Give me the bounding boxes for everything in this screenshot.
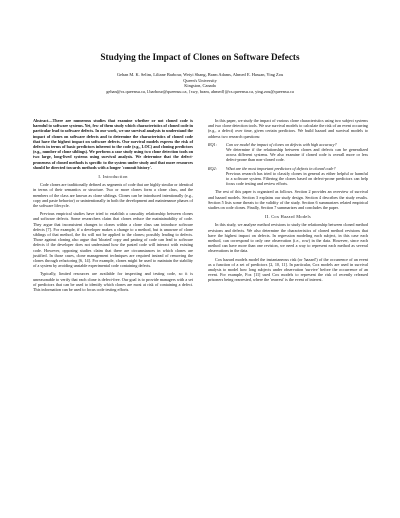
research-question-2: [208, 166, 368, 187]
intro-paragraph-3: Typically, limited resources are available for inspecting and testing code, so it is unreasonable to verify that each clone is defect-free. Our goal is to provide managers with a set of predictors that can be used to identify which clones are most at risk of containing a defect. This information can be used to focus code testing efforts.: [33, 271, 193, 293]
intro-paragraph-1: Code clones are traditionally defined as segments of code that are highly similar or identical in terms of their semantics or structure. Two or more clones form a clone class, and the members of the class are known as clone siblings. Clones can be introduced intentionally (e.g., copy and paste behavior) or unintentionally in both the development and maintenance phases of the software lifecycle.: [33, 182, 193, 209]
paper-outline-paragraph: The rest of this paper is organized as follows. Section 2 provides an overview of survival and hazard models. Section 3 explains our study design. Section 4 describes the study results. Section 5 lists some threats to the validity of the study. Section 6 summarizes related empirical studies on code clones. Finally, Section 7 summarizes and concludes the paper.: [208, 189, 368, 211]
author-location: Kingston, Canada: [184, 83, 216, 89]
author-emails: gehan@cs.queensu.ca, l.barbour@queensu.ca, {swy, bram, ahmed}@cs.queensu.ca, ying.zou@queensu.ca: [106, 88, 294, 94]
section-heading-introduction: I. Introduction: [98, 174, 128, 180]
rq1-question: Can we model the impact of clones on defects with high accuracy?: [226, 141, 337, 147]
intro-paragraph-4: In this paper, we study the impact of various clone characteristics using two subject systems and two clone detection tools. We use survival models to calculate the risk of an event occurring (e.g., a defect) over time, given certain predictors. We build hazard and survival models to address two research questions:: [208, 118, 368, 139]
right-column: [208, 118, 368, 286]
cox-paragraph-2: Cox hazard models model the instantaneous risk (or 'hazard') of the occurrence of an event as a function of a set of predictors [2, 10, 11]. In particular, Cox models are used in survival analysis to model how long subjects under observation 'survive' before the occurrence of an event. For example, Fox [11] used Cox models to represent the risk of recently released prisoners being rearrested, where the 'rearrest' is the event of interest.: [208, 256, 368, 283]
rq1-label: RQ1:: [208, 141, 217, 147]
author-affiliation: Queen's University: [183, 77, 217, 83]
rq2-question: What are the most important predictors of defects in cloned code?: [226, 165, 336, 171]
rq1-answer: We determine if the relationship between clones and defects can be generalized across different systems. We also examine if cloned code is overall more or less defect-prone than non-cloned code.: [226, 147, 368, 163]
author-block: [30, 72, 370, 94]
section-heading-cox: II. Cox Hazard Models: [265, 214, 311, 220]
research-question-1: [208, 142, 368, 163]
left-column: [33, 118, 193, 295]
rq2-answer: Previous research has tried to classify clones in general as either helpful or harmful to a software system. Filtering the clones based on defect-prone predictors can help focus code testing and review efforts.: [226, 170, 368, 187]
abstract: Abstract—There are numerous studies that examine whether or not cloned code is harmful to software systems. Yet, few of them study which characteristics of cloned code in particular lead to software defects. In our work, we use survival analysis to understand the impact of clones on software defects and to determine the characteristics of cloned code that have the highest impact on software defects. Our survival models express the risk of defects in terms of basic predictors inherent to the code (e.g., LOC) and cloning predictors (e.g., number of clone siblings). We perform a case study using two clone detection tools on two large, long-lived systems using survival analysis. We determine that the defect-proneness of cloned methods is specific to the system under study and that more resources should be directed towards methods with a longer 'commit history'.: [33, 118, 193, 170]
cox-paragraph-1: In this study, we analyze method revisions to study the relationship between cloned method revisions and defects. We also determine the characteristics of cloned method revisions that have the highest impact on defects. In regression modeling each subject, in this case each method, can correspond to only one observation (i.e., row) in the data. However, since each method can have more than one revision, we need a way to represent each method as several observations in the data.: [208, 222, 368, 254]
author-names: Gehan M. K. Selim, Liliane Barbour, Weiyi Shang, Bram Adams, Ahmed E. Hassan, Ying Zou: [116, 72, 284, 77]
intro-paragraph-2: Previous empirical studies have tried to establish a causality relationship between clones and software defects. Some researchers claim that clones reduce the maintainability of code. They argue that inconsistent changes to clones within a clone class can introduce software defects [7]. For example, if a developer makes a change to a method, but is unaware of clone siblings of that method, the fix will not be applied to the clones; possibly leading to defects. Those against cloning also argue that 'bloated' copy and pasting of code can lead to software defects if the developer does not understand how the pasted code will interact with existing code. However, opposing studies claim that there are circumstances in which clones are justified. In those cases, clone management techniques are required instead of removing the clones through refactoring [6, 14]. For example, clones might be used to maintain the stability of a system by avoiding unstable experimental code containing defects.: [33, 211, 193, 269]
paper-title: Studying the Impact of Clones on Software Defects: [100, 52, 300, 62]
rq2-label: RQ2:: [208, 165, 217, 171]
